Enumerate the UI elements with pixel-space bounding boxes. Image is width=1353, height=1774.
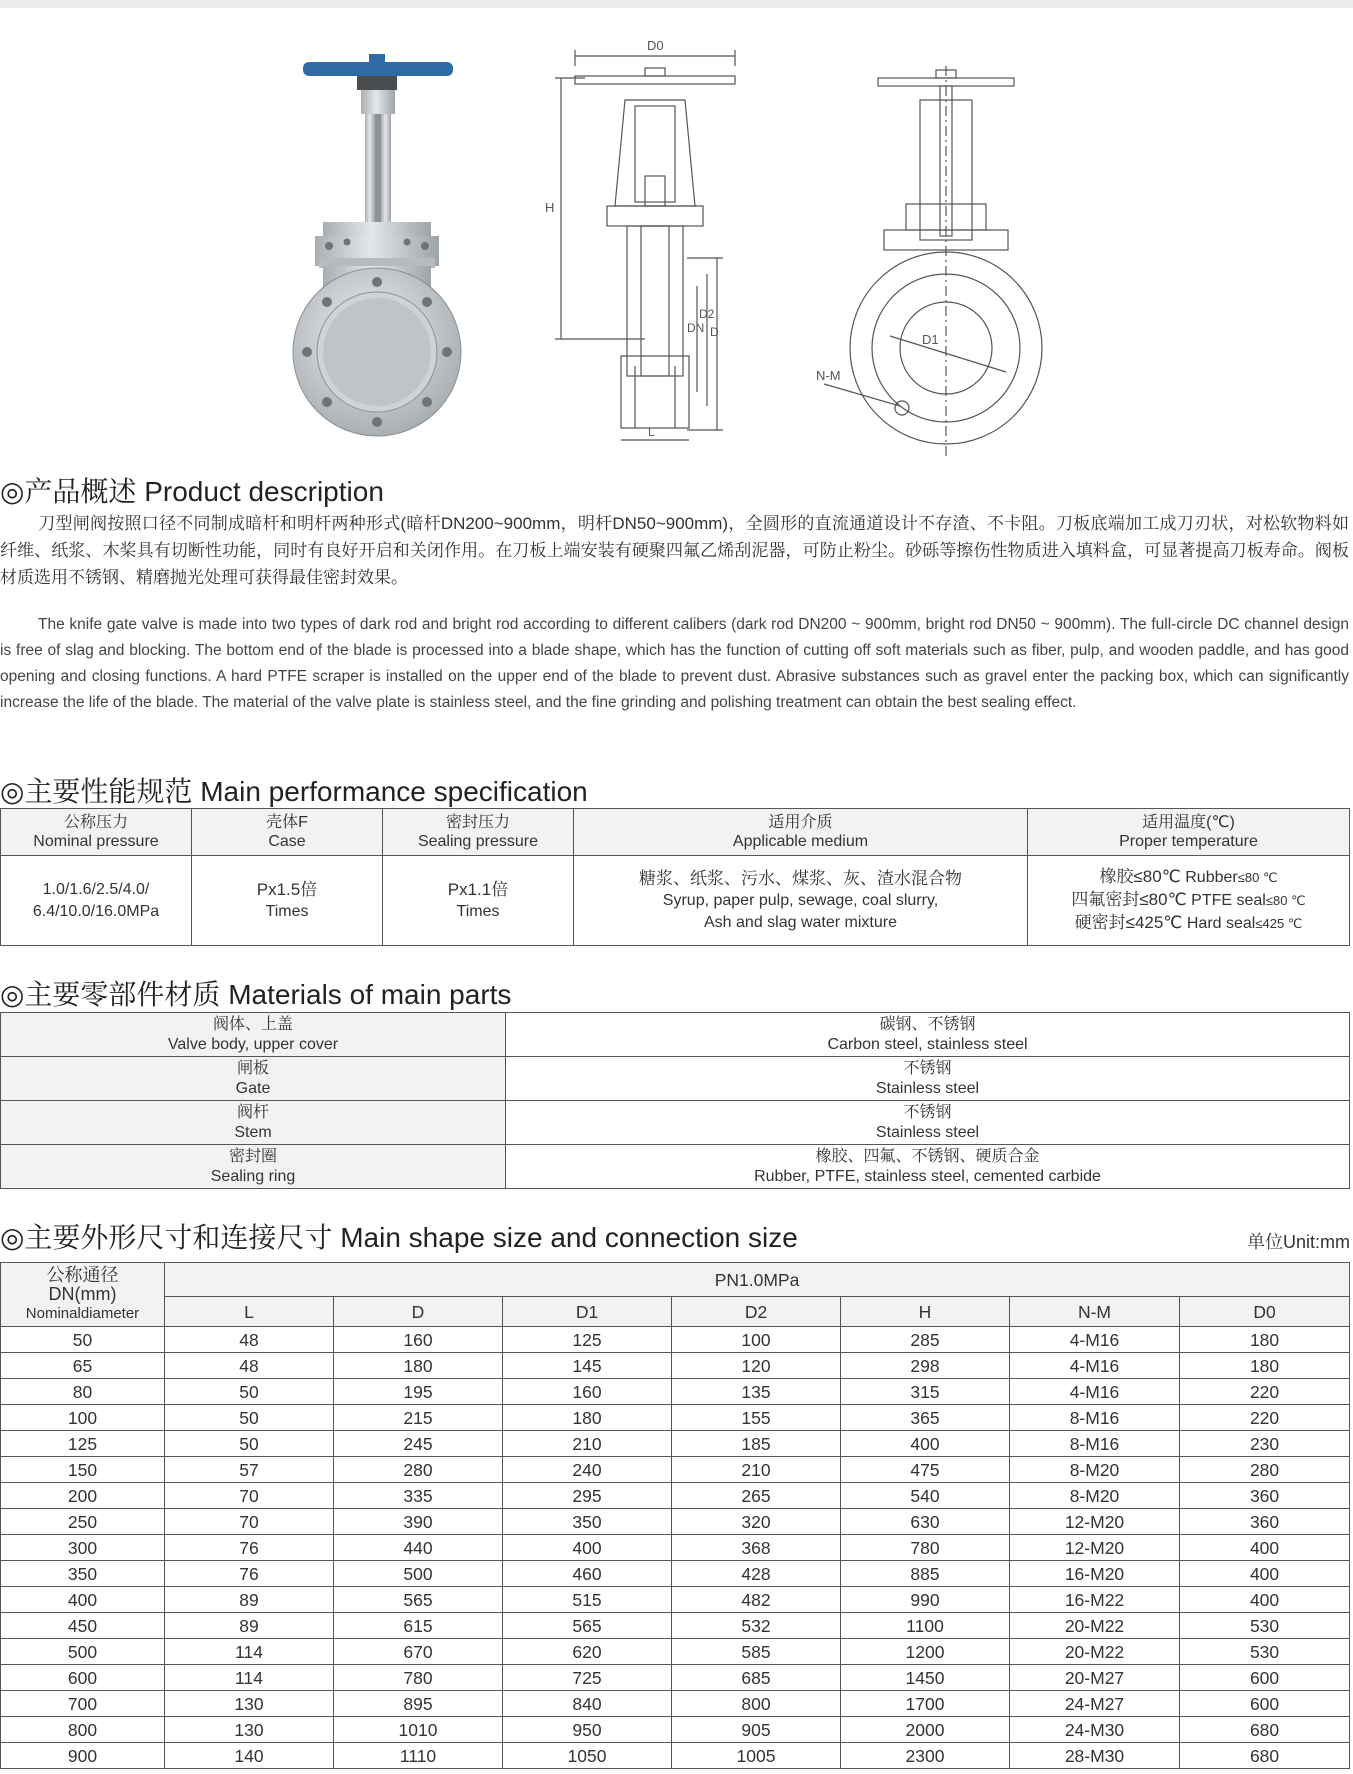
label-h: H — [545, 200, 555, 215]
table-row — [1, 1327, 1350, 1353]
table-row — [1, 1353, 1350, 1379]
table-cell: 76 — [165, 1561, 334, 1587]
dimensions-column-row — [1, 1297, 1350, 1327]
table-cell: 475 — [841, 1457, 1010, 1483]
table-row — [1, 1457, 1350, 1483]
table-row — [1, 1405, 1350, 1431]
table-cell: 20-M22 — [1010, 1639, 1180, 1665]
header-case: 壳体F Case — [192, 809, 383, 856]
column-header: L — [165, 1297, 334, 1327]
table-cell: 130 — [165, 1717, 334, 1743]
table-cell: 16-M20 — [1010, 1561, 1180, 1587]
table-cell: 160 — [503, 1379, 672, 1405]
table-cell: 180 — [1180, 1327, 1350, 1353]
top-bar — [0, 0, 1353, 8]
dimensions-body — [1, 1327, 1350, 1769]
table-cell: 140 — [165, 1743, 334, 1769]
table-cell: 76 — [165, 1535, 334, 1561]
value-proper-temperature: 橡胶≤80℃ Rubber≤80 ℃ 四氟密封≤80℃ PTFE seal≤80 ℃ 硬密封≤425℃ Hard seal≤425 ℃ — [1028, 856, 1350, 946]
table-cell: 114 — [165, 1665, 334, 1691]
table-cell: 1010 — [334, 1717, 503, 1743]
product-drawings — [0, 36, 1353, 458]
label-d0: D0 — [647, 38, 664, 53]
materials-row — [1, 1057, 1350, 1101]
table-cell: 210 — [503, 1431, 672, 1457]
table-cell: 150 — [1, 1457, 165, 1483]
table-row — [1, 1535, 1350, 1561]
table-cell: 450 — [1, 1613, 165, 1639]
table-cell: 300 — [1, 1535, 165, 1561]
table-cell: 48 — [165, 1353, 334, 1379]
header-sealing-pressure: 密封压力 Sealing pressure — [383, 809, 574, 856]
table-cell: 12-M20 — [1010, 1535, 1180, 1561]
table-cell: 1005 — [672, 1743, 841, 1769]
label-dn: DN — [687, 321, 705, 335]
table-cell: 220 — [1180, 1379, 1350, 1405]
table-cell: 515 — [503, 1587, 672, 1613]
header-applicable-medium: 适用介质 Applicable medium — [574, 809, 1028, 856]
table-cell: 285 — [841, 1327, 1010, 1353]
table-cell: 500 — [334, 1561, 503, 1587]
table-cell: 780 — [334, 1665, 503, 1691]
table-cell: 680 — [1180, 1717, 1350, 1743]
table-cell: 50 — [165, 1431, 334, 1457]
column-header: D0 — [1180, 1297, 1350, 1327]
table-cell: 28-M30 — [1010, 1743, 1180, 1769]
table-cell: 89 — [165, 1613, 334, 1639]
table-cell: 180 — [503, 1405, 672, 1431]
performance-table — [0, 808, 1350, 946]
column-header: D — [334, 1297, 503, 1327]
header-proper-temperature: 适用温度(℃) Proper temperature — [1028, 809, 1350, 856]
table-cell: 400 — [1180, 1535, 1350, 1561]
label-d1: D1 — [922, 332, 939, 347]
table-cell: 114 — [165, 1639, 334, 1665]
table-cell: 400 — [841, 1431, 1010, 1457]
table-cell: 100 — [1, 1405, 165, 1431]
table-cell: 185 — [672, 1431, 841, 1457]
table-cell: 680 — [1180, 1743, 1350, 1769]
table-cell: 615 — [334, 1613, 503, 1639]
header-pressure: PN1.0MPa — [165, 1263, 1350, 1297]
material-value: 不锈钢 Stainless steel — [506, 1101, 1350, 1145]
table-cell: 600 — [1, 1665, 165, 1691]
table-cell: 1050 — [503, 1743, 672, 1769]
table-cell: 8-M16 — [1010, 1405, 1180, 1431]
dimensions-header-row — [1, 1263, 1350, 1297]
table-cell: 540 — [841, 1483, 1010, 1509]
table-cell: 428 — [672, 1561, 841, 1587]
table-cell: 57 — [165, 1457, 334, 1483]
table-cell: 70 — [165, 1483, 334, 1509]
table-cell: 905 — [672, 1717, 841, 1743]
table-cell: 8-M20 — [1010, 1483, 1180, 1509]
table-cell: 990 — [841, 1587, 1010, 1613]
table-cell: 145 — [503, 1353, 672, 1379]
table-cell: 1200 — [841, 1639, 1010, 1665]
material-value: 不锈钢 Stainless steel — [506, 1057, 1350, 1101]
table-row — [1, 1639, 1350, 1665]
table-cell: 885 — [841, 1561, 1010, 1587]
table-cell: 250 — [1, 1509, 165, 1535]
table-row — [1, 1587, 1350, 1613]
material-value: 橡胶、四氟、不锈钢、硬质合金 Rubber, PTFE, stainless steel, cemented carbide — [506, 1145, 1350, 1189]
table-cell: 20-M22 — [1010, 1613, 1180, 1639]
table-cell: 600 — [1180, 1691, 1350, 1717]
table-cell: 350 — [503, 1509, 672, 1535]
materials-row — [1, 1145, 1350, 1189]
table-cell: 350 — [1, 1561, 165, 1587]
table-cell: 725 — [503, 1665, 672, 1691]
table-cell: 780 — [841, 1535, 1010, 1561]
material-part: 密封圈 Sealing ring — [1, 1145, 506, 1189]
table-cell: 130 — [165, 1691, 334, 1717]
table-cell: 16-M22 — [1010, 1587, 1180, 1613]
table-cell: 440 — [334, 1535, 503, 1561]
table-cell: 900 — [1, 1743, 165, 1769]
description-en — [0, 612, 1349, 716]
table-cell: 20-M27 — [1010, 1665, 1180, 1691]
unit-label: 单位Unit:mm — [1247, 1232, 1350, 1252]
header-nominal-diameter: 公称通径 DN(mm) Nominaldiameter — [1, 1263, 165, 1327]
description-cn-text: 刀型闸阀按照口径不同制成暗杆和明杆两种形式(暗杆DN200~900mm，明杆DN50~900mm)，全圆形的直流通道设计不存渣、不卡阻。刀板底端加工成刀刃状，对松软物料如纤维、纸浆、木桨具有切断性功能，同时有良好开启和关闭作用。在刀板上端安装有硬聚四氟乙烯刮泥器，可防止粉尘。砂砾等擦伤性物质进入填料盒，可显著提高刀板寿命。阀板材质选用不锈钢、精磨抛光处理可获得最佳密封效果。 — [0, 514, 1349, 587]
value-case: Px1.5倍 Times — [192, 856, 383, 946]
table-cell: 700 — [1, 1691, 165, 1717]
table-cell: 320 — [672, 1509, 841, 1535]
table-cell: 70 — [165, 1509, 334, 1535]
table-cell: 8-M16 — [1010, 1431, 1180, 1457]
table-cell: 50 — [165, 1379, 334, 1405]
table-cell: 8-M20 — [1010, 1457, 1180, 1483]
table-cell: 48 — [165, 1327, 334, 1353]
material-value: 碳钢、不锈钢 Carbon steel, stainless steel — [506, 1013, 1350, 1057]
table-cell: 1450 — [841, 1665, 1010, 1691]
table-cell: 360 — [1180, 1483, 1350, 1509]
section-title-materials: ◎主要零部件材质 Materials of main parts — [0, 979, 512, 1010]
table-cell: 400 — [1180, 1561, 1350, 1587]
table-cell: 685 — [672, 1665, 841, 1691]
table-cell: 2300 — [841, 1743, 1010, 1769]
performance-header-row — [1, 809, 1350, 856]
table-cell: 315 — [841, 1379, 1010, 1405]
table-row — [1, 1665, 1350, 1691]
table-row — [1, 1561, 1350, 1587]
side-section-drawing — [545, 36, 745, 458]
table-cell: 180 — [1180, 1353, 1350, 1379]
table-row — [1, 1743, 1350, 1769]
value-nominal-pressure: 1.0/1.6/2.5/4.0/ 6.4/10.0/16.0MPa — [1, 856, 192, 946]
table-cell: 280 — [1180, 1457, 1350, 1483]
table-cell: 530 — [1180, 1639, 1350, 1665]
table-cell: 1110 — [334, 1743, 503, 1769]
table-cell: 2000 — [841, 1717, 1010, 1743]
table-cell: 24-M27 — [1010, 1691, 1180, 1717]
table-cell: 1100 — [841, 1613, 1010, 1639]
table-cell: 400 — [503, 1535, 672, 1561]
table-cell: 530 — [1180, 1613, 1350, 1639]
table-cell: 565 — [334, 1587, 503, 1613]
material-part: 阀体、上盖 Valve body, upper cover — [1, 1013, 506, 1057]
label-d2: D2 — [699, 307, 715, 321]
label-nm: N-M — [816, 368, 841, 383]
value-sealing-pressure: Px1.1倍 Times — [383, 856, 574, 946]
table-cell: 80 — [1, 1379, 165, 1405]
material-part: 闸板 Gate — [1, 1057, 506, 1101]
value-applicable-medium: 糖浆、纸浆、污水、煤浆、灰、渣水混合物 Syrup, paper pulp, sewage, coal slurry, Ash and slag water mixture — [574, 856, 1028, 946]
valve-photo — [285, 36, 465, 456]
table-cell: 125 — [503, 1327, 672, 1353]
table-cell: 100 — [672, 1327, 841, 1353]
table-row — [1, 1379, 1350, 1405]
table-cell: 630 — [841, 1509, 1010, 1535]
table-row — [1, 1431, 1350, 1457]
table-cell: 620 — [503, 1639, 672, 1665]
table-cell: 4-M16 — [1010, 1379, 1180, 1405]
table-row — [1, 1483, 1350, 1509]
label-l: L — [648, 425, 655, 439]
materials-row — [1, 1101, 1350, 1145]
front-elevation-drawing — [810, 36, 1060, 458]
table-cell: 532 — [672, 1613, 841, 1639]
table-cell: 298 — [841, 1353, 1010, 1379]
table-cell: 670 — [334, 1639, 503, 1665]
table-cell: 295 — [503, 1483, 672, 1509]
description-cn — [0, 510, 1349, 591]
table-cell: 4-M16 — [1010, 1327, 1180, 1353]
table-cell: 215 — [334, 1405, 503, 1431]
table-cell: 230 — [1180, 1431, 1350, 1457]
table-cell: 265 — [672, 1483, 841, 1509]
performance-value-row — [1, 856, 1350, 946]
table-cell: 1700 — [841, 1691, 1010, 1717]
column-header: H — [841, 1297, 1010, 1327]
table-cell: 600 — [1180, 1665, 1350, 1691]
header-nominal-pressure: 公称压力 Nominal pressure — [1, 809, 192, 856]
table-cell: 565 — [503, 1613, 672, 1639]
table-cell: 950 — [503, 1717, 672, 1743]
dimensions-table — [0, 1262, 1350, 1769]
table-cell: 280 — [334, 1457, 503, 1483]
table-row — [1, 1717, 1350, 1743]
table-cell: 390 — [334, 1509, 503, 1535]
table-cell: 160 — [334, 1327, 503, 1353]
table-cell: 180 — [334, 1353, 503, 1379]
table-cell: 12-M20 — [1010, 1509, 1180, 1535]
table-row — [1, 1613, 1350, 1639]
table-cell: 400 — [1180, 1587, 1350, 1613]
table-cell: 4-M16 — [1010, 1353, 1180, 1379]
table-cell: 220 — [1180, 1405, 1350, 1431]
table-cell: 120 — [672, 1353, 841, 1379]
column-header: D1 — [503, 1297, 672, 1327]
table-cell: 500 — [1, 1639, 165, 1665]
label-d: D — [710, 325, 719, 339]
table-cell: 50 — [1, 1327, 165, 1353]
table-cell: 65 — [1, 1353, 165, 1379]
table-cell: 210 — [672, 1457, 841, 1483]
table-cell: 24-M30 — [1010, 1717, 1180, 1743]
column-header: D2 — [672, 1297, 841, 1327]
table-cell: 800 — [672, 1691, 841, 1717]
material-part: 阀杆 Stem — [1, 1101, 506, 1145]
table-cell: 360 — [1180, 1509, 1350, 1535]
section-title-dimensions: ◎主要外形尺寸和连接尺寸 Main shape size and connection size — [0, 1222, 798, 1253]
materials-row — [1, 1013, 1350, 1057]
table-row — [1, 1509, 1350, 1535]
table-cell: 240 — [503, 1457, 672, 1483]
table-row — [1, 1691, 1350, 1717]
description-en-text: The knife gate valve is made into two types of dark rod and bright rod according to different calibers (dark rod DN200 ~ 900mm, bright rod DN50 ~ 900mm). The full-circle DC channel design is free of slag and blocking. The bottom end of the blade is processed into a blade shape, which has the function of cutting off soft materials such as fiber, pulp, and wooden paddle, and has good opening and closing functions. A hard PTFE scraper is installed on the upper end of the blade to prevent dust. Abrasive substances such as gravel enter the packing box, which can significantly increase the life of the blade. The material of the valve plate is stainless steel, and the fine grinding and polishing treatment can obtain the best sealing effect. — [0, 616, 1349, 711]
table-cell: 89 — [165, 1587, 334, 1613]
table-cell: 195 — [334, 1379, 503, 1405]
table-cell: 245 — [334, 1431, 503, 1457]
table-cell: 482 — [672, 1587, 841, 1613]
table-cell: 460 — [503, 1561, 672, 1587]
table-cell: 50 — [165, 1405, 334, 1431]
table-cell: 800 — [1, 1717, 165, 1743]
table-cell: 155 — [672, 1405, 841, 1431]
table-cell: 125 — [1, 1431, 165, 1457]
table-cell: 365 — [841, 1405, 1010, 1431]
table-cell: 335 — [334, 1483, 503, 1509]
table-cell: 840 — [503, 1691, 672, 1717]
table-cell: 368 — [672, 1535, 841, 1561]
table-cell: 400 — [1, 1587, 165, 1613]
table-cell: 585 — [672, 1639, 841, 1665]
section-title-performance: ◎主要性能规范 Main performance specification — [0, 776, 588, 807]
table-cell: 200 — [1, 1483, 165, 1509]
table-cell: 895 — [334, 1691, 503, 1717]
table-cell: 135 — [672, 1379, 841, 1405]
materials-table — [0, 1012, 1350, 1189]
column-header: N-M — [1010, 1297, 1180, 1327]
section-title-description: ◎产品概述 Product description — [0, 476, 384, 507]
